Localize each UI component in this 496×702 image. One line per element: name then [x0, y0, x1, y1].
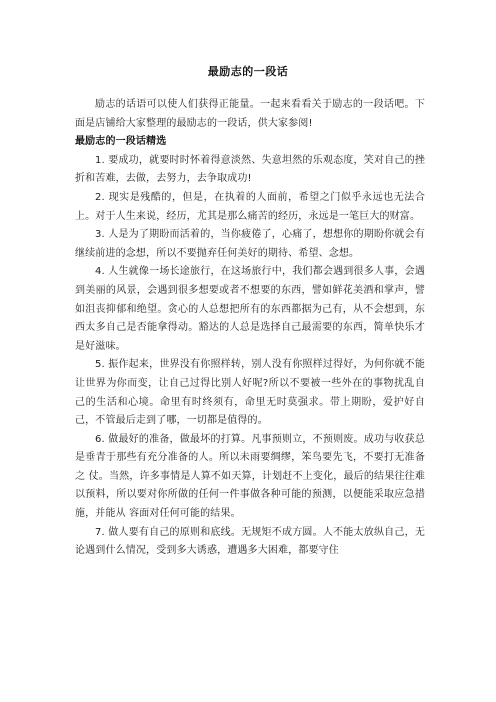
paragraph-7: 7. 做人要有自己的原则和底线。无规矩不成方圆。人不能太放纵自己，无论遇到什么情况，受到多大诱惑，遭遇多大困难，都要守住: [75, 526, 425, 557]
paragraph-5: 5. 振作起来，世界没有你照样转，别人没有你照样过得好，为何你就不能让世界为你而变，让自己过得比别人好呢?所以不要被一些外在的事物扰乱自己的生活和心境。命里有时终须有，命里无时莫强求。带上期盼，爱护好自己，不管最后走到了哪，一切都是值得的。: [75, 359, 425, 427]
paragraph-4: 4. 人生就像一场长途旅行，在这场旅行中，我们都会遇到很多人事，会遇到美丽的风景，会遇到很多想要或者不想要的东西，譬如鲜花美酒和掌声，譬如沮丧抑郁和绝望。贪心的人总想把所有的东西都据为己有，从不会想到，东西太多自己是否能拿得动。豁达的人总是选择自己最需要的东西，简单快乐才是好滋味。: [75, 266, 425, 352]
intro-paragraph: 励志的话语可以使人们获得正能量。一起来看看关于励志的一段话吧。下面是店铺给大家整理的最励志的一段话，供大家参阅!: [75, 99, 425, 129]
paragraph-1: 1. 要成功，就要时时怀着得意淡然、失意坦然的乐观态度，笑对自己的挫折和苦难，去做，去努力，去争取成功!: [75, 154, 425, 185]
paragraph-6: 6. 做最好的准备，做最坏的打算。凡事预则立，不预则废。成功与收获总是垂青于那些有充分准备的人。所以未雨要绸缪，笨鸟要先飞，不要打无准备之 仗。当然，许多事情是人算不如天算，计划赶不上变化，最后的结果往往难以预料，所以要对你所做的任何一件事做各种可能的预测，以便能采取应急措施，并能从 容面对任何可能的结果。: [75, 433, 425, 520]
section-heading: 最励志的一段话精选: [75, 136, 167, 148]
paragraph-3: 3. 人是为了期盼而活着的，当你疲倦了，心痛了，想想你的期盼你就会有继续前进的念想，所以不要抛弃任何美好的期待、希望、念想。: [75, 229, 425, 259]
document-body: [75, 96, 425, 561]
document-title: 最励志的一段话: [207, 65, 289, 78]
paragraph-2: 2. 现实是残酷的，但是，在执着的人面前，希望之门似乎永远也无法合上。对于人生来说，经历，尤其是那么痛苦的经历，永远是一笔巨大的财富。: [75, 191, 425, 222]
